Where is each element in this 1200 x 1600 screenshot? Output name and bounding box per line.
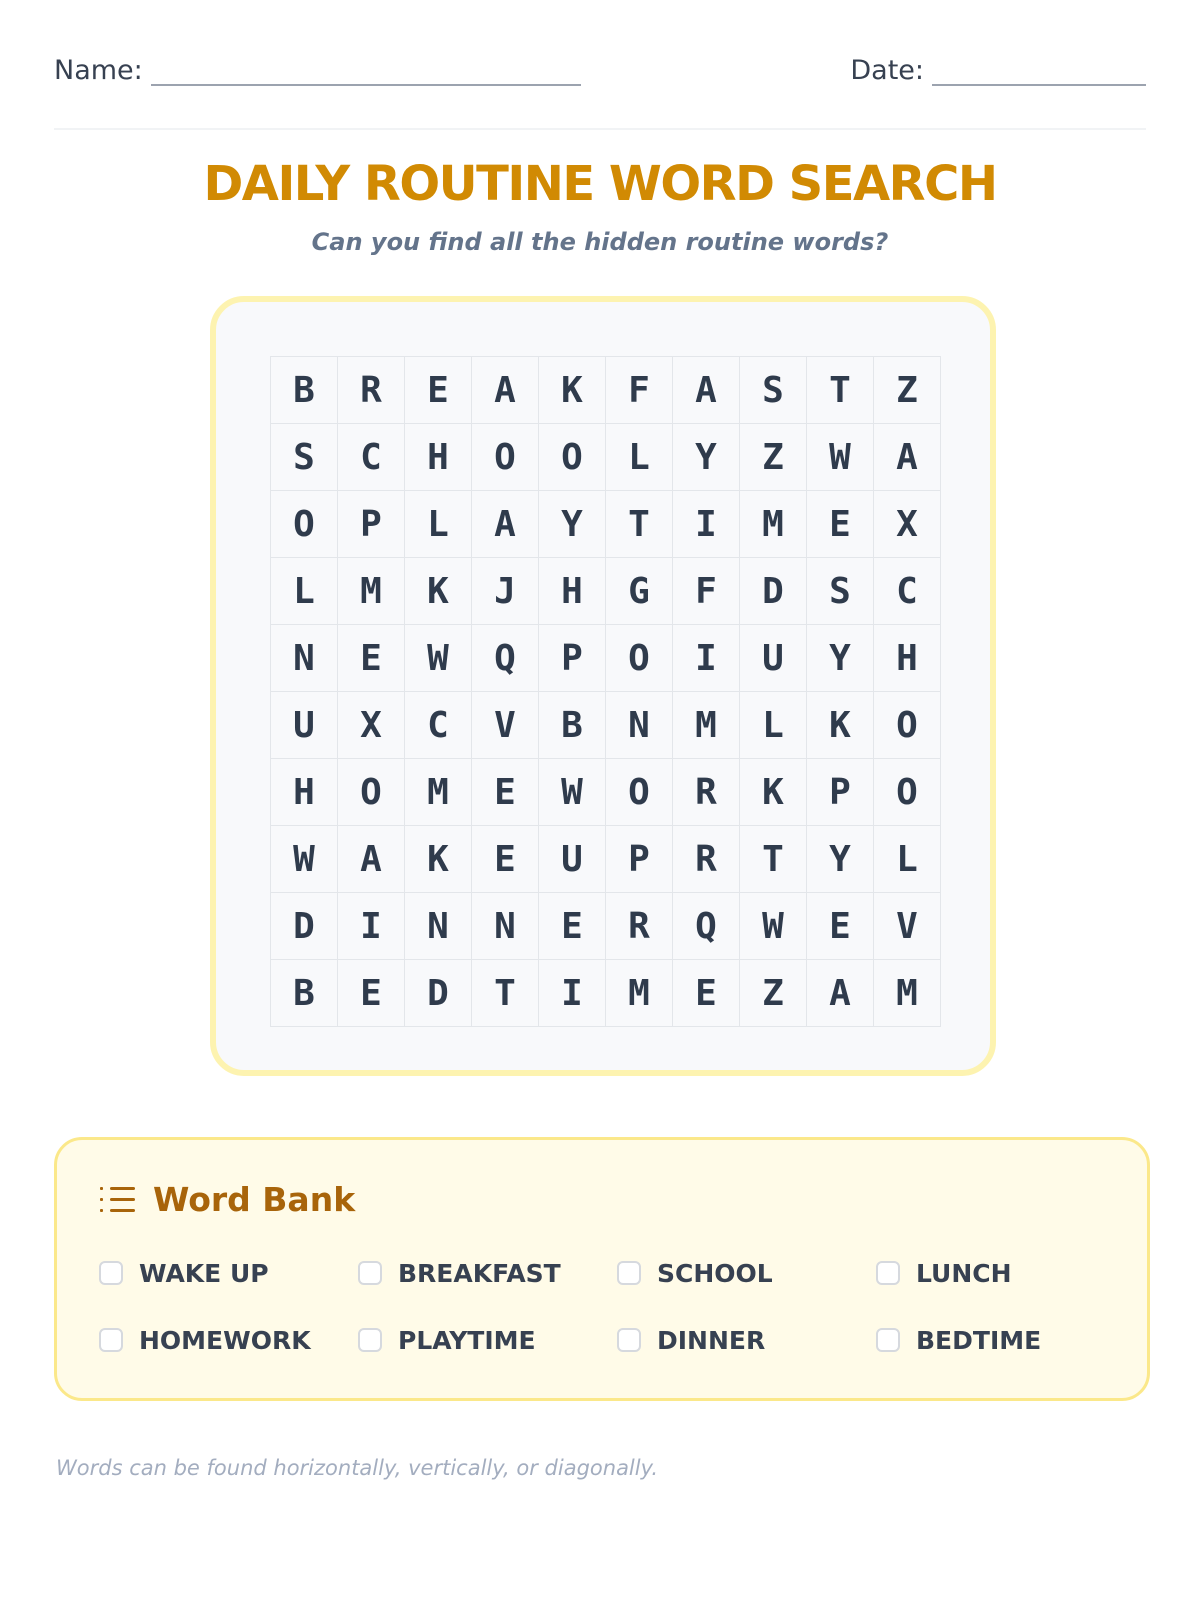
- word-bank-item[interactable]: [617, 1256, 876, 1290]
- grid-cell[interactable]: I: [338, 893, 405, 960]
- word-bank-item[interactable]: [876, 1256, 1135, 1290]
- word-bank-item[interactable]: [876, 1323, 1135, 1357]
- grid-cell[interactable]: M: [405, 759, 472, 826]
- grid-cell[interactable]: M: [338, 558, 405, 625]
- word-label: BEDTIME: [916, 1325, 1042, 1355]
- grid-cell[interactable]: W: [271, 826, 338, 893]
- grid-cell[interactable]: S: [271, 424, 338, 491]
- grid-cell[interactable]: E: [807, 893, 874, 960]
- grid-cell[interactable]: A: [673, 357, 740, 424]
- grid-cell[interactable]: Z: [740, 960, 807, 1027]
- grid-cell[interactable]: A: [472, 491, 539, 558]
- grid-cell[interactable]: R: [338, 357, 405, 424]
- grid-cell[interactable]: E: [673, 960, 740, 1027]
- grid-cell[interactable]: F: [606, 357, 673, 424]
- word-bank-item[interactable]: [358, 1323, 617, 1357]
- grid-cell[interactable]: P: [539, 625, 606, 692]
- grid-cell[interactable]: O: [472, 424, 539, 491]
- grid-cell[interactable]: L: [271, 558, 338, 625]
- list-icon: [99, 1183, 137, 1217]
- word-checkbox[interactable]: [99, 1261, 123, 1285]
- grid-cell[interactable]: I: [673, 491, 740, 558]
- grid-cell[interactable]: B: [539, 692, 606, 759]
- grid-cell[interactable]: P: [807, 759, 874, 826]
- grid-cell[interactable]: H: [271, 759, 338, 826]
- grid-cell[interactable]: I: [539, 960, 606, 1027]
- word-checkbox[interactable]: [358, 1261, 382, 1285]
- grid-cell[interactable]: M: [740, 491, 807, 558]
- grid-cell[interactable]: M: [673, 692, 740, 759]
- grid-cell[interactable]: L: [740, 692, 807, 759]
- grid-cell[interactable]: X: [874, 491, 941, 558]
- grid-cell[interactable]: H: [874, 625, 941, 692]
- word-bank-item[interactable]: [99, 1323, 358, 1357]
- date-line[interactable]: [932, 56, 1146, 86]
- grid-cell[interactable]: Q: [472, 625, 539, 692]
- grid-cell[interactable]: O: [271, 491, 338, 558]
- word-label: PLAYTIME: [398, 1325, 536, 1355]
- word-checkbox[interactable]: [617, 1261, 641, 1285]
- word-list: [99, 1256, 1135, 1390]
- grid-cell[interactable]: O: [338, 759, 405, 826]
- grid-cell[interactable]: E: [338, 960, 405, 1027]
- word-bank-item[interactable]: [358, 1256, 617, 1290]
- grid-cell[interactable]: K: [539, 357, 606, 424]
- grid-cell[interactable]: O: [606, 759, 673, 826]
- grid-cell[interactable]: H: [405, 424, 472, 491]
- grid-cell[interactable]: T: [740, 826, 807, 893]
- grid-cell[interactable]: Q: [673, 893, 740, 960]
- grid-cell[interactable]: R: [673, 759, 740, 826]
- grid-cell[interactable]: D: [271, 893, 338, 960]
- grid-cell[interactable]: K: [405, 826, 472, 893]
- grid-cell[interactable]: R: [673, 826, 740, 893]
- grid-cell[interactable]: I: [673, 625, 740, 692]
- grid-cell[interactable]: J: [472, 558, 539, 625]
- grid-cell[interactable]: E: [338, 625, 405, 692]
- name-line[interactable]: [151, 56, 581, 86]
- grid-cell[interactable]: N: [405, 893, 472, 960]
- grid-cell[interactable]: A: [338, 826, 405, 893]
- grid-cell[interactable]: K: [405, 558, 472, 625]
- grid-cell[interactable]: E: [539, 893, 606, 960]
- grid-cell[interactable]: T: [606, 491, 673, 558]
- grid-cell[interactable]: Y: [807, 826, 874, 893]
- word-checkbox[interactable]: [876, 1261, 900, 1285]
- grid-cell[interactable]: Y: [539, 491, 606, 558]
- date-field[interactable]: [850, 56, 1146, 86]
- grid-cell[interactable]: D: [405, 960, 472, 1027]
- grid-cell[interactable]: W: [539, 759, 606, 826]
- grid-cell[interactable]: W: [405, 625, 472, 692]
- grid-cell[interactable]: F: [673, 558, 740, 625]
- grid-cell[interactable]: S: [807, 558, 874, 625]
- word-label: DINNER: [657, 1325, 766, 1355]
- grid-cell[interactable]: N: [606, 692, 673, 759]
- grid-cell[interactable]: W: [807, 424, 874, 491]
- word-bank-item[interactable]: [99, 1256, 358, 1290]
- grid-cell[interactable]: C: [338, 424, 405, 491]
- puzzle-frame: [210, 296, 996, 1076]
- grid-cell[interactable]: K: [740, 759, 807, 826]
- page-subtitle: Can you find all the hidden routine words?: [311, 228, 889, 256]
- grid-cell[interactable]: W: [740, 893, 807, 960]
- grid-cell[interactable]: E: [807, 491, 874, 558]
- grid-cell[interactable]: V: [472, 692, 539, 759]
- grid-cell[interactable]: Y: [673, 424, 740, 491]
- grid-cell[interactable]: U: [271, 692, 338, 759]
- grid-cell[interactable]: O: [874, 759, 941, 826]
- word-label: BREAKFAST: [398, 1258, 561, 1288]
- name-label: Name:: [54, 55, 143, 86]
- grid-cell[interactable]: L: [606, 424, 673, 491]
- grid-cell[interactable]: U: [740, 625, 807, 692]
- word-label: HOMEWORK: [139, 1325, 311, 1355]
- grid-cell[interactable]: H: [539, 558, 606, 625]
- name-field[interactable]: [54, 56, 581, 86]
- page-title: DAILY ROUTINE WORD SEARCH: [203, 156, 997, 212]
- grid-cell[interactable]: L: [874, 826, 941, 893]
- grid-cell[interactable]: Z: [874, 357, 941, 424]
- letter-grid: [270, 356, 941, 1027]
- word-bank-title: Word Bank: [153, 1180, 356, 1219]
- grid-cell[interactable]: V: [874, 893, 941, 960]
- grid-cell[interactable]: D: [740, 558, 807, 625]
- word-label: LUNCH: [916, 1258, 1012, 1288]
- grid-cell[interactable]: T: [807, 357, 874, 424]
- grid-cell[interactable]: E: [405, 357, 472, 424]
- grid-cell[interactable]: S: [740, 357, 807, 424]
- grid-cell[interactable]: O: [606, 625, 673, 692]
- grid-cell[interactable]: T: [472, 960, 539, 1027]
- grid-cell[interactable]: K: [807, 692, 874, 759]
- word-bank-header: [99, 1180, 355, 1219]
- grid-cell[interactable]: A: [472, 357, 539, 424]
- word-bank: [54, 1137, 1150, 1401]
- grid-cell[interactable]: N: [271, 625, 338, 692]
- grid-cell[interactable]: L: [405, 491, 472, 558]
- word-label: SCHOOL: [657, 1258, 773, 1288]
- word-checkbox[interactable]: [876, 1328, 900, 1352]
- instructions-note: Words can be found horizontally, vertically, or diagonally.: [56, 1456, 659, 1480]
- grid-cell[interactable]: E: [472, 759, 539, 826]
- grid-cell[interactable]: B: [271, 960, 338, 1027]
- header: [54, 56, 1146, 96]
- grid-cell[interactable]: G: [606, 558, 673, 625]
- grid-cell[interactable]: C: [405, 692, 472, 759]
- grid-cell[interactable]: M: [606, 960, 673, 1027]
- date-label: Date:: [850, 55, 924, 86]
- grid-cell[interactable]: A: [807, 960, 874, 1027]
- word-checkbox[interactable]: [99, 1328, 123, 1352]
- word-bank-item[interactable]: [617, 1323, 876, 1357]
- grid-cell[interactable]: O: [874, 692, 941, 759]
- grid-cell[interactable]: O: [539, 424, 606, 491]
- grid-cell[interactable]: N: [472, 893, 539, 960]
- grid-cell[interactable]: P: [606, 826, 673, 893]
- grid-cell[interactable]: Y: [807, 625, 874, 692]
- grid-cell[interactable]: P: [338, 491, 405, 558]
- grid-cell[interactable]: X: [338, 692, 405, 759]
- grid-cell[interactable]: Z: [740, 424, 807, 491]
- word-label: WAKE UP: [139, 1258, 269, 1288]
- word-checkbox[interactable]: [617, 1328, 641, 1352]
- word-checkbox[interactable]: [358, 1328, 382, 1352]
- grid-cell[interactable]: C: [874, 558, 941, 625]
- grid-cell[interactable]: A: [874, 424, 941, 491]
- grid-cell[interactable]: R: [606, 893, 673, 960]
- grid-cell[interactable]: M: [874, 960, 941, 1027]
- header-divider: [54, 128, 1146, 130]
- grid-cell[interactable]: B: [271, 357, 338, 424]
- grid-cell[interactable]: E: [472, 826, 539, 893]
- grid-cell[interactable]: U: [539, 826, 606, 893]
